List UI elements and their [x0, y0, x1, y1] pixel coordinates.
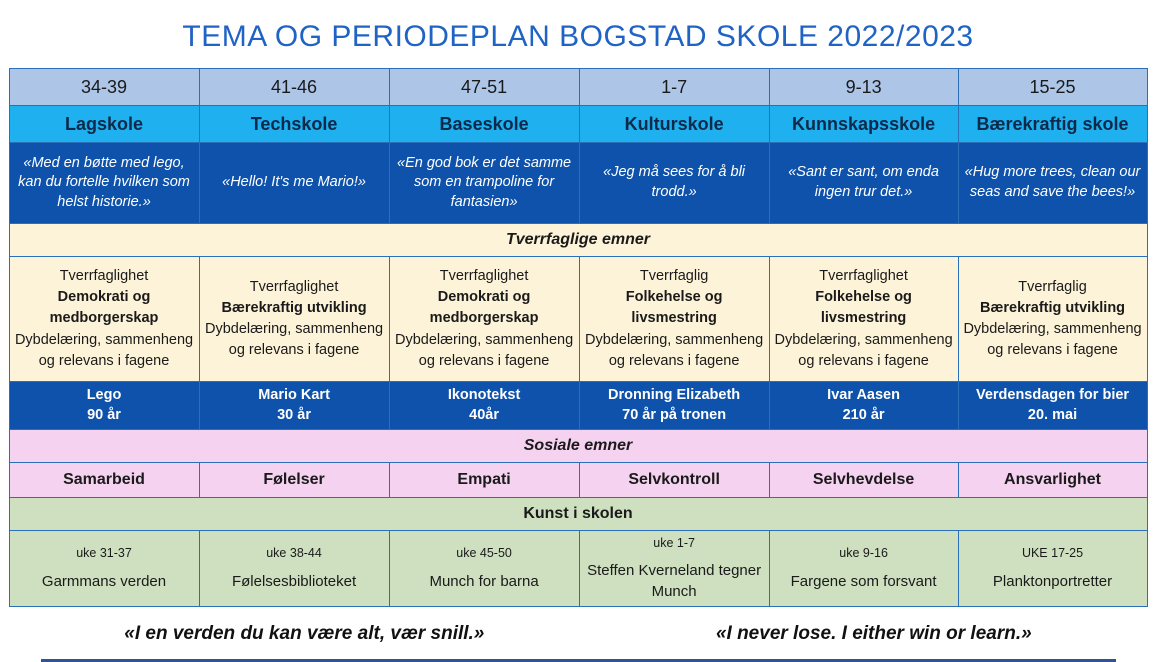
quote-cell: «Med en bøtte med lego, kan du fortelle hvilken som helst historie.» — [9, 143, 199, 224]
tverrfaglig-cell — [579, 257, 769, 382]
tverrfaglig-theme: Bærekraftig utvikling — [980, 299, 1126, 316]
kunst-week: uke 31-37 — [76, 546, 132, 561]
quote-cell: «Sant er sant, om enda ingen trur det.» — [769, 143, 958, 224]
table-row-kunst — [9, 530, 1147, 607]
tverrfaglig-cell — [199, 257, 389, 382]
table-row-quotes — [9, 143, 1147, 224]
tverrfaglig-kind: Tverrfaglig — [1018, 278, 1087, 295]
table-row-band-sosiale — [9, 429, 1147, 462]
tverrfaglig-kind: Tverrfaglighet — [439, 268, 529, 285]
kunst-name: Planktonportretter — [992, 572, 1113, 590]
tverrfaglig-cell — [9, 257, 199, 382]
fact-cell: Ikonotekst 40år — [389, 382, 579, 430]
table-row-facts — [9, 382, 1147, 430]
fact-cell: Ivar Aasen 210 år — [769, 382, 958, 430]
quote-cell: «Jeg må sees for å bli trodd.» — [579, 143, 769, 224]
kunst-cell — [9, 530, 199, 607]
sosial-cell: Empati — [389, 462, 579, 497]
table-row-band-tverrfaglige — [9, 224, 1147, 257]
kunst-week: uke 9-16 — [839, 546, 888, 561]
tverrfaglig-theme: Demokrati og medborgerskap — [429, 289, 539, 327]
fact-cell: Verdensdagen for bier 20. mai — [958, 382, 1147, 430]
kunst-name: Garmmans verden — [41, 572, 167, 590]
school-name-cell: Bærekraftig skole — [958, 106, 1147, 143]
tverrfaglig-cell — [958, 257, 1147, 382]
table-row-band-kunst — [9, 497, 1147, 530]
band-label-kunst: Kunst i skolen — [9, 497, 1147, 530]
tverrfaglig-detail: Dybdelæring, sammenheng og relevans i fagene — [963, 321, 1142, 359]
tverrfaglig-theme: Folkehelse og livsmestring — [625, 289, 723, 327]
quote-cell: «Hug more trees, clean our seas and save the bees!» — [958, 143, 1147, 224]
table-row-school-names — [9, 106, 1147, 143]
sosial-cell: Selvhevdelse — [769, 462, 958, 497]
table-row-weeks — [9, 69, 1147, 106]
footer-quote-right: «I never lose. I either win or learn.» — [715, 623, 1032, 645]
tverrfaglig-cell — [769, 257, 958, 382]
kunst-week: uke 45-50 — [456, 546, 512, 561]
sosial-cell: Selvkontroll — [579, 462, 769, 497]
school-name-cell: Kulturskole — [579, 106, 769, 143]
week-cell: 47-51 — [389, 69, 579, 106]
week-cell: 9-13 — [769, 69, 958, 106]
kunst-name: Følelsesbiblioteket — [231, 572, 357, 590]
kunst-name: Steffen Kverneland tegner Munch — [587, 561, 762, 601]
kunst-name: Munch for barna — [429, 572, 539, 590]
tverrfaglig-detail: Dybdelæring, sammenheng og relevans i fagene — [204, 321, 384, 359]
sosial-cell: Samarbeid — [9, 462, 199, 497]
kunst-week: uke 38-44 — [266, 546, 322, 561]
quote-cell: «En god bok er det samme som en trampoline for fantasien» — [389, 143, 579, 224]
school-name-cell: Baseskole — [389, 106, 579, 143]
week-cell: 1-7 — [579, 69, 769, 106]
tverrfaglig-detail: Dybdelæring, sammenheng og relevans i fagene — [585, 331, 764, 369]
fact-cell: Lego 90 år — [9, 382, 199, 430]
fact-cell: Mario Kart 30 år — [199, 382, 389, 430]
tverrfaglig-detail: Dybdelæring, sammenheng og relevans i fagene — [14, 331, 194, 369]
tverrfaglig-cell — [389, 257, 579, 382]
tverrfaglig-kind: Tverrfaglighet — [249, 278, 339, 295]
band-label-sosiale: Sosiale emner — [9, 429, 1147, 462]
tverrfaglig-kind: Tverrfaglighet — [59, 268, 149, 285]
page-title: TEMA OG PERIODEPLAN BOGSTAD SKOLE 2022/2023 — [182, 20, 974, 53]
quote-cell: «Hello! It's me Mario!» — [199, 143, 389, 224]
tverrfaglig-detail: Dybdelæring, sammenheng og relevans i fagene — [395, 331, 574, 369]
footer-quote-left: «I en verden du kan være alt, vær snill.» — [124, 623, 485, 645]
kunst-week: UKE 17-25 — [1021, 546, 1084, 561]
week-cell: 41-46 — [199, 69, 389, 106]
kunst-cell — [389, 530, 579, 607]
tverrfaglig-kind: Tverrfaglighet — [819, 268, 908, 285]
band-label-tverrfaglige: Tverrfaglige emner — [9, 224, 1147, 257]
period-plan-table — [9, 68, 1148, 607]
kunst-week: uke 1-7 — [653, 535, 695, 550]
kunst-cell — [769, 530, 958, 607]
tverrfaglig-kind: Tverrfaglig — [639, 268, 709, 285]
sosial-cell: Ansvarlighet — [958, 462, 1147, 497]
table-row-tverrfaglige — [9, 257, 1147, 382]
sosial-cell: Følelser — [199, 462, 389, 497]
kunst-cell — [199, 530, 389, 607]
kunst-cell — [958, 530, 1147, 607]
fact-cell: Dronning Elizabeth 70 år på tronen — [579, 382, 769, 430]
table-row-sosiale — [9, 462, 1147, 497]
footer-quotes — [9, 607, 1148, 645]
school-name-cell: Lagskole — [9, 106, 199, 143]
school-name-cell: Kunnskapsskole — [769, 106, 958, 143]
kunst-cell — [579, 530, 769, 607]
tverrfaglig-detail: Dybdelæring, sammenheng og relevans i fagene — [774, 331, 953, 369]
tverrfaglig-theme: Demokrati og medborgerskap — [49, 289, 159, 327]
kunst-name: Fargene som forsvant — [790, 572, 937, 590]
week-cell: 15-25 — [958, 69, 1147, 106]
school-name-cell: Techskole — [199, 106, 389, 143]
tverrfaglig-theme: Bærekraftig utvikling — [221, 299, 367, 316]
week-cell: 34-39 — [9, 69, 199, 106]
tverrfaglig-theme: Folkehelse og livsmestring — [815, 289, 912, 327]
